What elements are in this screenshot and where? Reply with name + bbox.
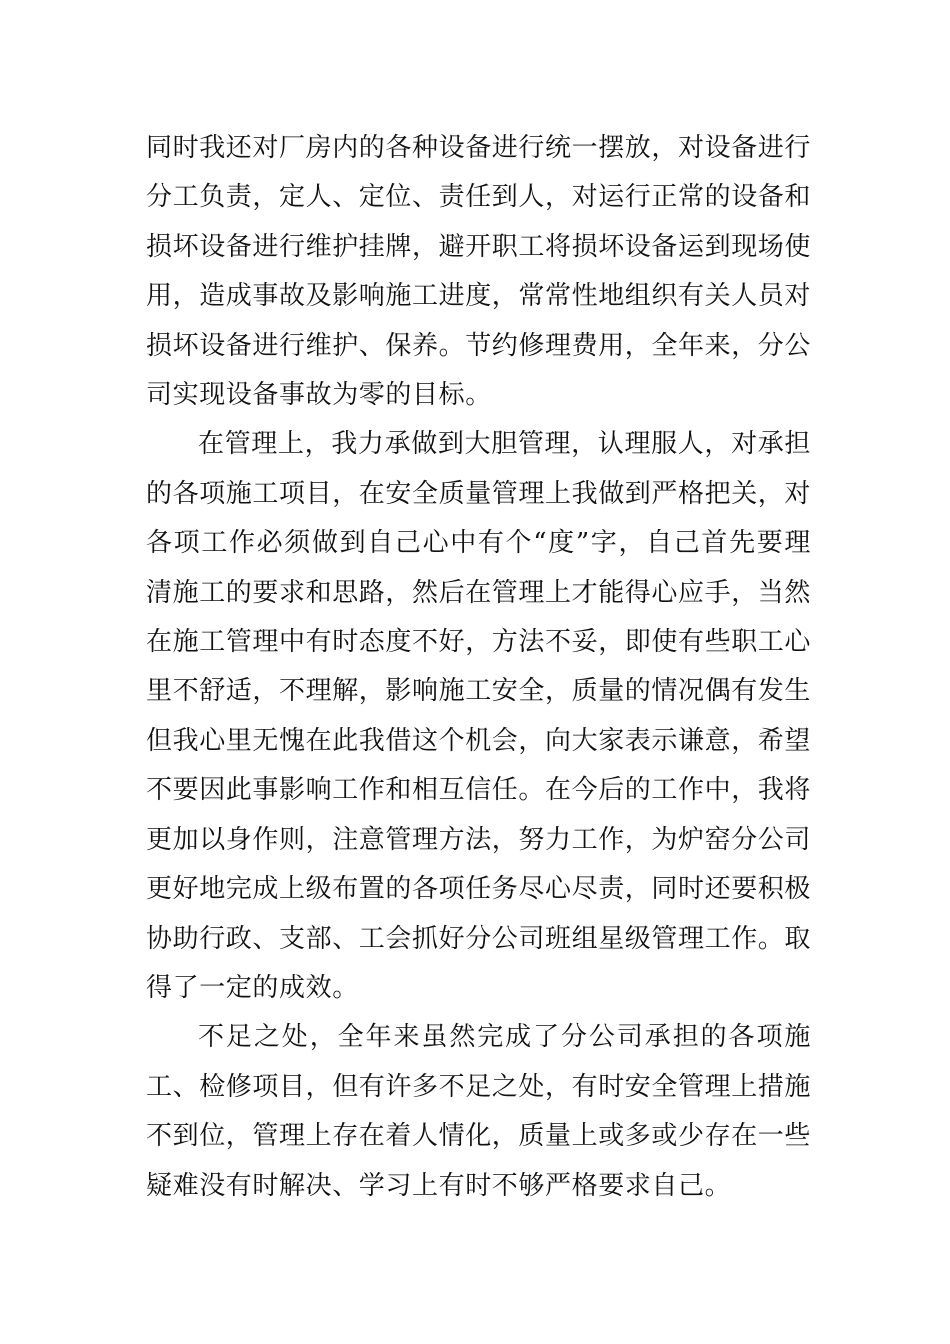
paragraph-3: 不足之处，全年来虽然完成了分公司承担的各项施工、检修项目，但有许多不足之处，有时安全管理上措施不到位，管理上存在着人情化，质量上或多或少存在一些疑难没有时解决、学习上有时不够严格要求自己。 xyxy=(146,1022,812,1201)
paragraph-1: 同时我还对厂房内的各种设备进行统一摆放，对设备进行分工负责，定人、定位、责任到人，对运行正常的设备和损坏设备进行维护挂牌，避开职工将损坏设备运到现场使用，造成事故及影响施工进度，常常性地组织有关人员对损坏设备进行维护、保养。节约修理费用，全年来，分公司实现设备事故为零的目标。 xyxy=(146,133,812,411)
document-body xyxy=(146,124,811,1211)
paragraph-2: 在管理上，我力承做到大胆管理，认理服人，对承担的各项施工项目，在安全质量管理上我做到严格把关，对各项工作必须做到自己心中有个“度”字，自己首先要理清施工的要求和思路，然后在管理上才能得心应手，当然在施工管理中有时态度不好，方法不妥，即使有些职工心里不舒适，不理解，影响施工安全，质量的情况偶有发生但我心里无愧在此我借这个机会，向大家表示谦意，希望不要因此事影响工作和相互信任。在今后的工作中，我将更加以身作则，注意管理方法，努力工作，为炉窑分公司更好地完成上级布置的各项任务尽心尽责，同时还要积极协助行政、支部、工会抓好分公司班组星级管理工作。取得了一定的成效。 xyxy=(146,429,812,1003)
